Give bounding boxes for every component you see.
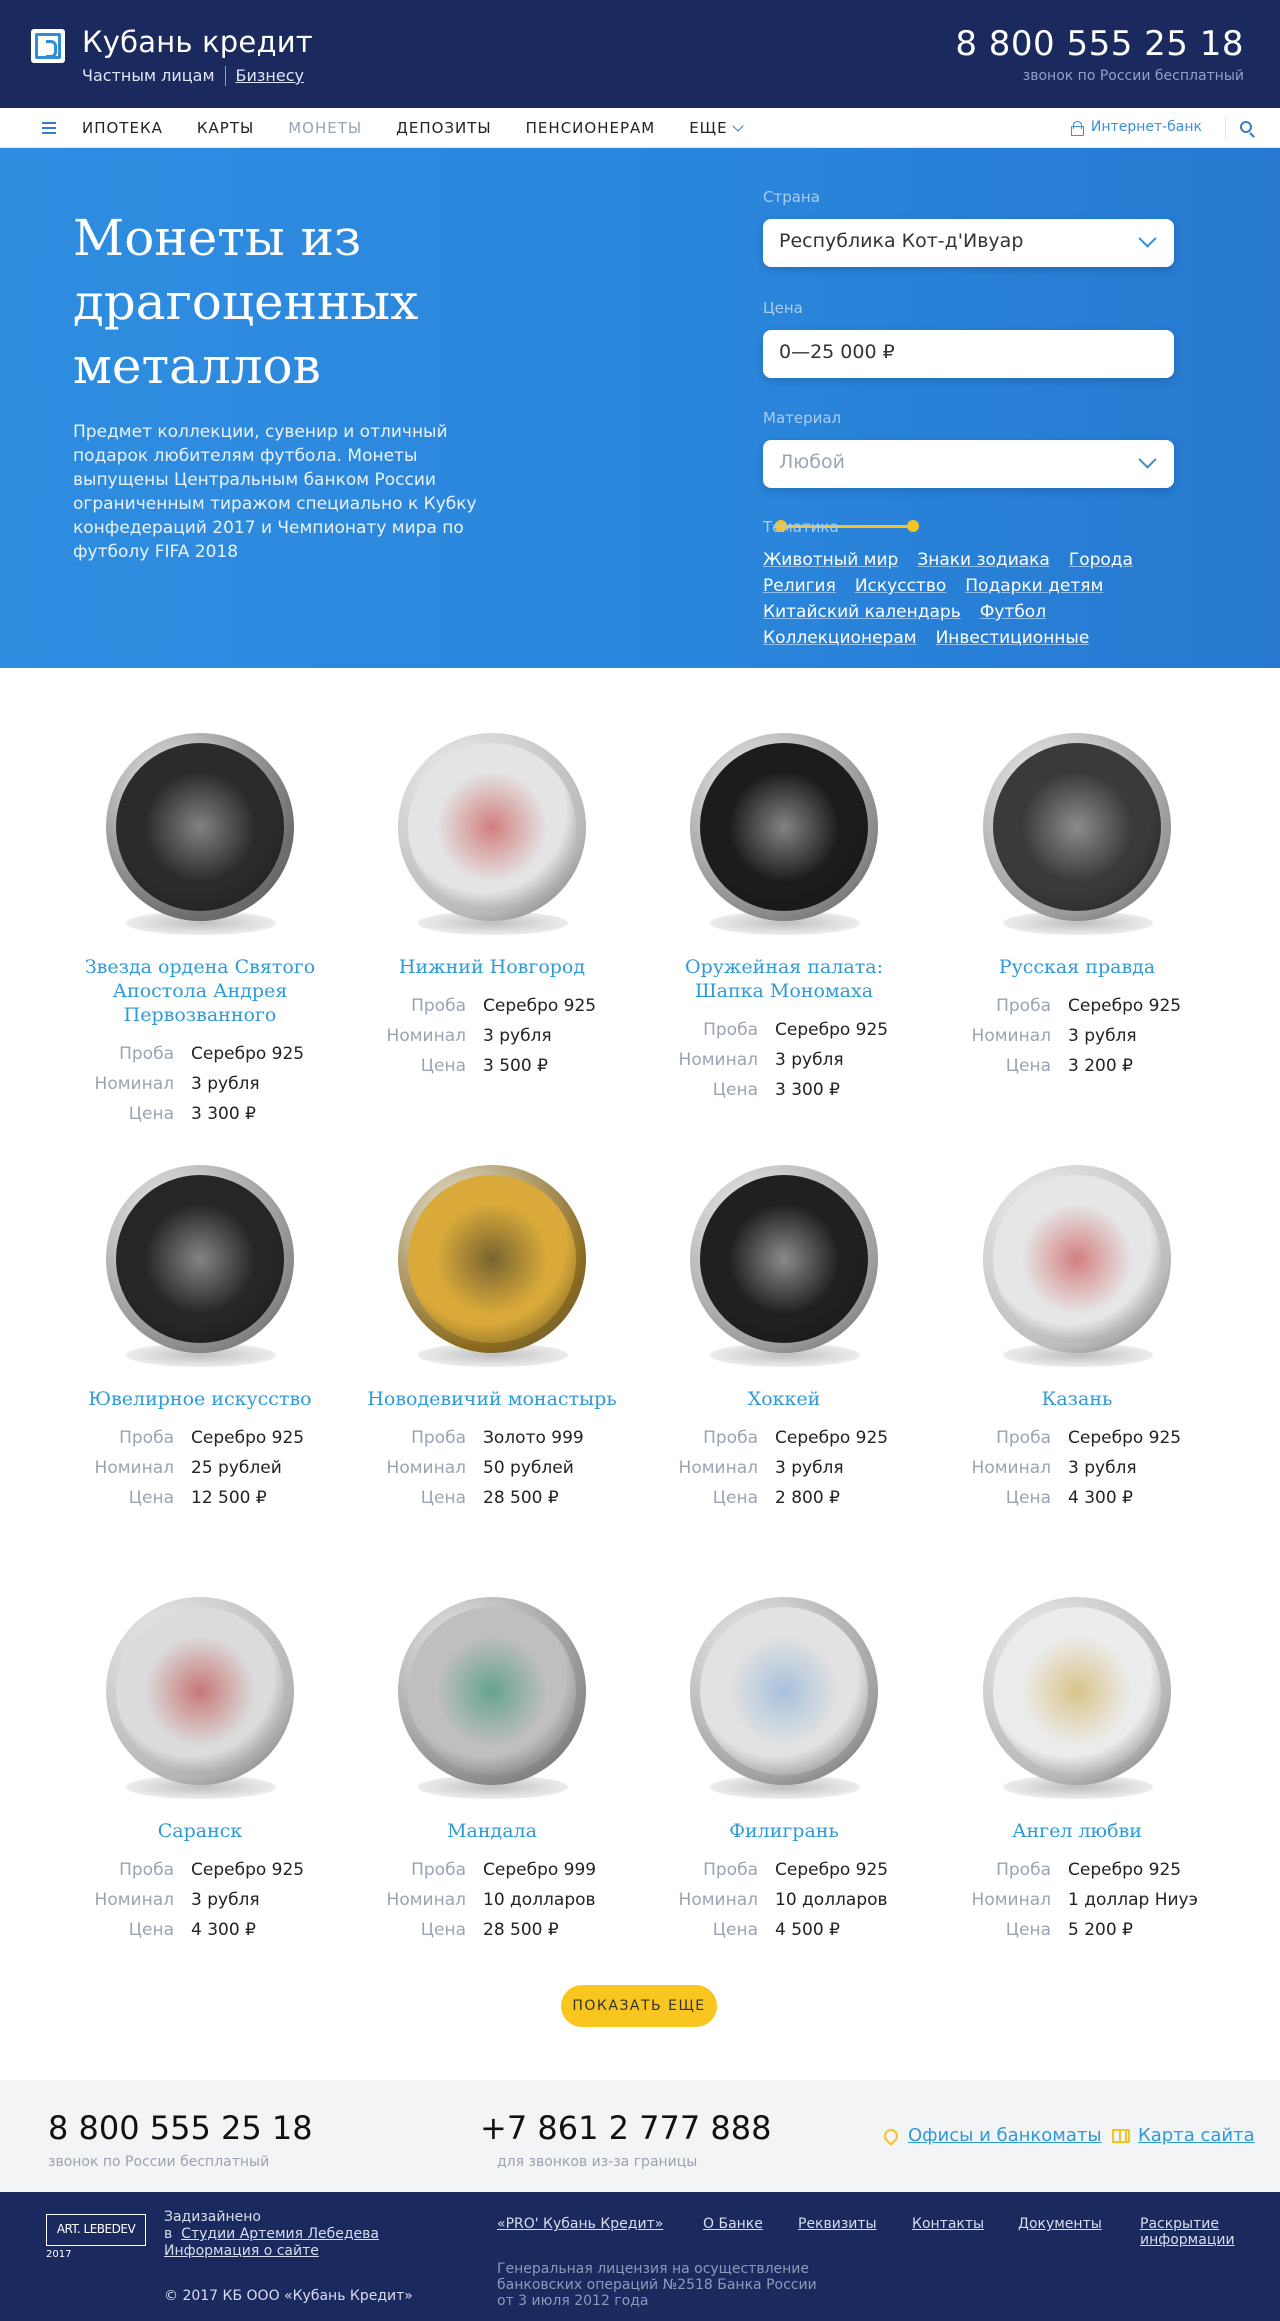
- spec-value-price: 4 500 ₽: [775, 1920, 840, 1940]
- coin-image[interactable]: [102, 1165, 298, 1361]
- search-icon[interactable]: [1240, 121, 1252, 133]
- spec-label: Цена: [1005, 1488, 1051, 1508]
- spec-row-proba: [346, 991, 638, 1021]
- coin-card[interactable]: [54, 733, 346, 1129]
- coin-card[interactable]: [54, 1597, 346, 1945]
- country-value: Республика Кот-д'Ивуар: [779, 230, 1024, 252]
- spec-label: Номинал: [94, 1074, 174, 1094]
- coin-image[interactable]: [686, 733, 882, 929]
- main-nav: [0, 108, 1280, 148]
- chevron-down-icon: [732, 120, 743, 131]
- brand-name[interactable]: Кубань кредит: [82, 25, 313, 59]
- spec-label: Проба: [703, 1428, 758, 1448]
- spec-value-nominal: 3 рубля: [1068, 1026, 1137, 1046]
- coin-card[interactable]: [54, 1165, 346, 1513]
- coin-specs: [54, 1855, 346, 1945]
- spec-label: Проба: [996, 1860, 1051, 1880]
- coin-emblem: [436, 771, 548, 883]
- nav-item-pensioners[interactable]: ПЕНСИОНЕРАМ: [525, 119, 656, 137]
- spec-value-proba: Золото 999: [483, 1428, 584, 1448]
- spec-label: Цена: [128, 1104, 174, 1124]
- spec-row-nominal: [638, 1885, 930, 1915]
- coin-emblem: [1021, 771, 1133, 883]
- coin-image[interactable]: [394, 1165, 590, 1361]
- spec-label: Номинал: [94, 1458, 174, 1478]
- hero-description: Предмет коллекции, сувенир и отличный подарок любителям футбола. Монеты выпущены Центральным банком России ограниченным тиражом специально к Кубку конфедераций 2017 и Чемпионату мира по футболу FIFA 2018: [73, 422, 477, 562]
- designed-by: [164, 2209, 379, 2260]
- contact-phone-abroad-note: для звонков из-за границы: [497, 2154, 698, 2170]
- spec-row-proba: [931, 1423, 1223, 1453]
- spec-row-price: [931, 1051, 1223, 1081]
- spec-label: Проба: [996, 1428, 1051, 1448]
- coin-emblem: [728, 1203, 840, 1315]
- coin-specs: [931, 1855, 1223, 1945]
- footer-link-requisites[interactable]: Реквизиты: [798, 2216, 877, 2232]
- bank-logo-icon[interactable]: [31, 29, 65, 63]
- spec-row-nominal: [931, 1021, 1223, 1051]
- nav-item-more-label: ЕЩЕ: [689, 119, 728, 137]
- contact-phone-russia-note: звонок по России бесплатный: [48, 2154, 270, 2170]
- coin-specs: [638, 1855, 930, 1945]
- spec-value-proba: Серебро 925: [191, 1860, 305, 1880]
- coin-specs: [54, 1039, 346, 1129]
- theme-tag[interactable]: Животный мир: [763, 550, 899, 570]
- spec-row-nominal: [638, 1453, 930, 1483]
- spec-value-price: 28 500 ₽: [483, 1920, 559, 1940]
- spec-value-price: 4 300 ₽: [191, 1920, 256, 1940]
- theme-tag[interactable]: Знаки зодиака: [917, 550, 1050, 570]
- coin-title[interactable]: Ювелирное искусство: [88, 1388, 312, 1410]
- spec-row-nominal: [346, 1021, 638, 1051]
- spec-row-nominal: [638, 1045, 930, 1075]
- spec-value-price: 3 500 ₽: [483, 1056, 548, 1076]
- sitemap-link[interactable]: [1112, 2125, 1255, 2146]
- spec-value-price: 3 300 ₽: [191, 1104, 256, 1124]
- spec-value-nominal: 3 рубля: [483, 1026, 552, 1046]
- spec-row-price: [931, 1483, 1223, 1513]
- price-range-input[interactable]: [763, 330, 1174, 378]
- coin-image[interactable]: [394, 733, 590, 929]
- spec-label: Номинал: [971, 1890, 1051, 1910]
- spec-row-price: [638, 1075, 930, 1105]
- nav-item-deposits[interactable]: ДЕПОЗИТЫ: [396, 119, 492, 137]
- spec-row-price: [638, 1915, 930, 1945]
- nav-item-mortgage[interactable]: ИПОТЕКА: [82, 119, 163, 137]
- art-lebedev-logo[interactable]: ART. LEBEDEV: [46, 2214, 146, 2246]
- spec-label: Цена: [712, 1488, 758, 1508]
- spec-value-price: 12 500 ₽: [191, 1488, 267, 1508]
- nav-divider: [1225, 116, 1226, 140]
- spec-label: Номинал: [971, 1458, 1051, 1478]
- spec-value-nominal: 50 рублей: [483, 1458, 574, 1478]
- spec-row-price: [346, 1483, 638, 1513]
- coin-card[interactable]: [931, 1597, 1223, 1945]
- coin-image[interactable]: [394, 1597, 590, 1793]
- spec-label: Номинал: [386, 1458, 466, 1478]
- art-lebedev-year: 2017: [46, 2249, 72, 2260]
- spec-value-proba: Серебро 925: [191, 1044, 305, 1064]
- coin-emblem: [728, 1635, 840, 1747]
- coin-card[interactable]: [346, 1597, 638, 1945]
- spec-value-nominal: 10 долларов: [775, 1890, 888, 1910]
- spec-value-nominal: 3 рубля: [191, 1074, 260, 1094]
- coin-emblem: [1021, 1635, 1133, 1747]
- spec-value-nominal: 3 рубля: [191, 1890, 260, 1910]
- footer-link-pro[interactable]: «PRO' Кубань Кредит»: [497, 2216, 664, 2232]
- map-pin-icon: [881, 2126, 901, 2146]
- coin-title[interactable]: Саранск: [157, 1820, 243, 1842]
- coin-title[interactable]: Мандала: [447, 1820, 537, 1842]
- spec-label: Номинал: [678, 1890, 758, 1910]
- coin-emblem: [436, 1203, 548, 1315]
- offices-link[interactable]: [884, 2125, 1102, 2146]
- price-slider-max-handle[interactable]: [907, 520, 919, 532]
- spec-value-price: 2 800 ₽: [775, 1488, 840, 1508]
- spec-label: Цена: [128, 1488, 174, 1508]
- spec-label: Цена: [1005, 1056, 1051, 1076]
- coin-title[interactable]: Казань: [1041, 1388, 1113, 1410]
- spec-value-price: 5 200 ₽: [1068, 1920, 1133, 1940]
- copyright: © 2017 КБ ООО «Кубань Кредит»: [164, 2288, 413, 2304]
- coin-title[interactable]: Хоккей: [747, 1388, 821, 1410]
- theme-tag[interactable]: Города: [1068, 550, 1133, 570]
- coin-card[interactable]: [931, 1165, 1223, 1513]
- spec-row-price: [54, 1483, 346, 1513]
- footer-link-disclosure[interactable]: Раскрытие информации: [1140, 2216, 1235, 2248]
- spec-value-price: 3 300 ₽: [775, 1080, 840, 1100]
- coin-specs: [346, 1423, 638, 1513]
- spec-label: Проба: [119, 1044, 174, 1064]
- spec-label: Проба: [703, 1020, 758, 1040]
- chevron-down-icon: [1138, 450, 1156, 468]
- coin-catalog: [0, 668, 1280, 2080]
- spec-label: Цена: [1005, 1920, 1051, 1940]
- spec-label: Проба: [411, 1428, 466, 1448]
- designed-label: Задизайнено: [164, 2209, 261, 2225]
- spec-row-price: [346, 1051, 638, 1081]
- theme-tag[interactable]: Китайский календарь: [763, 602, 961, 622]
- spec-label: Цена: [712, 1080, 758, 1100]
- spec-row-price: [54, 1915, 346, 1945]
- coin-specs: [931, 991, 1223, 1081]
- spec-label: Номинал: [386, 1890, 466, 1910]
- studio-link[interactable]: Студии Артемия Лебедева: [181, 2226, 379, 2242]
- theme-tag[interactable]: Религия: [763, 576, 836, 596]
- coin-title[interactable]: Русская правда: [998, 956, 1156, 978]
- spec-row-proba: [346, 1423, 638, 1453]
- spec-label: Проба: [411, 1860, 466, 1880]
- spec-label: Цена: [420, 1920, 466, 1940]
- footer-link-documents[interactable]: Документы: [1018, 2216, 1102, 2232]
- spec-value-price: 28 500 ₽: [483, 1488, 559, 1508]
- segment-divider: [225, 66, 226, 86]
- spec-label: Номинал: [386, 1026, 466, 1046]
- coin-emblem: [144, 771, 256, 883]
- spec-value-price: 4 300 ₽: [1068, 1488, 1133, 1508]
- spec-label: Цена: [712, 1920, 758, 1940]
- coin-card[interactable]: [931, 733, 1223, 1081]
- spec-row-nominal: [931, 1885, 1223, 1915]
- offices-label: Офисы и банкоматы: [908, 2125, 1102, 2146]
- show-more-button[interactable]: ПОКАЗАТЬ ЕЩЕ: [561, 1985, 717, 2027]
- spec-row-nominal: [54, 1453, 346, 1483]
- site-header: [0, 0, 1280, 108]
- spec-value-proba: Серебро 925: [775, 1428, 889, 1448]
- spec-label: Проба: [996, 996, 1051, 1016]
- coin-card[interactable]: [638, 1597, 930, 1945]
- material-select[interactable]: [763, 440, 1174, 488]
- spec-row-nominal: [54, 1069, 346, 1099]
- segment-business[interactable]: Бизнесу: [235, 66, 304, 85]
- designed-in: в: [164, 2226, 173, 2242]
- page-title: Монеты из драгоценных металлов: [73, 209, 419, 395]
- coin-title[interactable]: Ангел любви: [1012, 1820, 1142, 1842]
- nav-item-more[interactable]: [689, 119, 741, 137]
- spec-row-nominal: [346, 1453, 638, 1483]
- coin-image[interactable]: [979, 1597, 1175, 1793]
- coin-title[interactable]: Новодевичий монастырь: [367, 1388, 617, 1410]
- spec-value-proba: Серебро 925: [775, 1860, 889, 1880]
- coin-title[interactable]: Нижний Новгород: [398, 956, 586, 978]
- nav-item-cards[interactable]: КАРТЫ: [196, 119, 255, 137]
- spec-row-nominal: [346, 1885, 638, 1915]
- spec-row-proba: [346, 1855, 638, 1885]
- chevron-down-icon: [1138, 229, 1156, 247]
- spec-row-proba: [638, 1855, 930, 1885]
- spec-value-proba: Серебро 925: [1068, 996, 1182, 1016]
- spec-row-proba: [931, 991, 1223, 1021]
- segment-private[interactable]: Частным лицам: [82, 66, 215, 85]
- coin-image[interactable]: [102, 1597, 298, 1793]
- spec-value-proba: Серебро 925: [191, 1428, 305, 1448]
- coin-image[interactable]: [102, 733, 298, 929]
- spec-row-nominal: [931, 1453, 1223, 1483]
- coin-specs: [346, 1855, 638, 1945]
- spec-label: Номинал: [678, 1050, 758, 1070]
- coin-image[interactable]: [979, 733, 1175, 929]
- spec-label: Цена: [420, 1488, 466, 1508]
- footer-link-about[interactable]: О Банке: [703, 2216, 763, 2232]
- spec-label: Цена: [420, 1056, 466, 1076]
- theme-tag[interactable]: Инвестиционные: [935, 628, 1090, 648]
- coin-image[interactable]: [686, 1597, 882, 1793]
- coin-specs: [638, 1015, 930, 1105]
- coin-title[interactable]: Оружейная палата: Шапка Мономаха: [685, 956, 883, 1002]
- spec-label: Номинал: [971, 1026, 1051, 1046]
- nav-item-coins[interactable]: МОНЕТЫ: [288, 119, 363, 137]
- coin-emblem: [436, 1635, 548, 1747]
- spec-value-proba: Серебро 925: [1068, 1860, 1182, 1880]
- theme-label: Тематика: [763, 518, 839, 536]
- coin-title[interactable]: Звезда ордена Святого Апостола Андрея Первозванного: [84, 956, 316, 1026]
- spec-value-proba: Серебро 925: [775, 1020, 889, 1040]
- site-info-link[interactable]: Информация о сайте: [164, 2243, 319, 2259]
- internet-bank-link[interactable]: [1071, 119, 1202, 135]
- spec-value-nominal: 10 долларов: [483, 1890, 596, 1910]
- spec-row-proba: [54, 1423, 346, 1453]
- map-icon: [1112, 2129, 1130, 2143]
- coin-image[interactable]: [686, 1165, 882, 1361]
- coin-specs: [638, 1423, 930, 1513]
- contacts-strip: [0, 2080, 1280, 2192]
- spec-value-nominal: 3 рубля: [775, 1458, 844, 1478]
- contact-phone-abroad[interactable]: +7 861 2 777 888: [480, 2109, 772, 2147]
- coin-emblem: [1021, 1203, 1133, 1315]
- internet-bank-label: Интернет-банк: [1090, 119, 1202, 135]
- coin-card[interactable]: [346, 1165, 638, 1513]
- spec-row-proba: [54, 1039, 346, 1069]
- spec-value-proba: Серебро 999: [483, 1860, 597, 1880]
- coin-specs: [54, 1423, 346, 1513]
- menu-icon[interactable]: [42, 122, 56, 134]
- spec-row-price: [54, 1099, 346, 1129]
- material-value: Любой: [779, 451, 845, 473]
- spec-row-proba: [931, 1855, 1223, 1885]
- spec-value-nominal: 25 рублей: [191, 1458, 282, 1478]
- spec-value-proba: Серебро 925: [1068, 1428, 1182, 1448]
- site-footer: [0, 2192, 1280, 2321]
- spec-label: Проба: [119, 1428, 174, 1448]
- spec-value-nominal: 1 доллар Ниуэ: [1068, 1890, 1198, 1910]
- coin-card[interactable]: [638, 733, 930, 1105]
- spec-label: Проба: [119, 1860, 174, 1880]
- spec-label: Проба: [703, 1860, 758, 1880]
- spec-value-nominal: 3 рубля: [1068, 1458, 1137, 1478]
- price-value: 0—25 000 ₽: [779, 341, 895, 363]
- header-phone-note: звонок по России бесплатный: [1022, 68, 1244, 84]
- spec-row-proba: [638, 1423, 930, 1453]
- spec-row-price: [346, 1915, 638, 1945]
- license-text: Генеральная лицензия на осуществление банковских операций №2518 Банка России от 3 июля 2012 года: [497, 2261, 817, 2309]
- spec-row-price: [931, 1915, 1223, 1945]
- spec-row-proba: [638, 1015, 930, 1045]
- spec-row-proba: [54, 1855, 346, 1885]
- spec-value-price: 3 200 ₽: [1068, 1056, 1133, 1076]
- theme-tag[interactable]: Коллекционерам: [763, 628, 917, 648]
- country-select[interactable]: [763, 219, 1174, 267]
- coin-emblem: [728, 771, 840, 883]
- coin-emblem: [144, 1203, 256, 1315]
- header-phone[interactable]: 8 800 555 25 18: [955, 24, 1244, 64]
- price-label: Цена: [763, 299, 803, 317]
- sitemap-label: Карта сайта: [1138, 2125, 1255, 2146]
- spec-label: Цена: [128, 1920, 174, 1940]
- coin-specs: [931, 1423, 1223, 1513]
- spec-label: Проба: [411, 996, 466, 1016]
- coin-specs: [346, 991, 638, 1081]
- segment-switcher: [82, 66, 304, 86]
- theme-tags: [763, 550, 1233, 654]
- spec-row-nominal: [54, 1885, 346, 1915]
- coin-emblem: [144, 1635, 256, 1747]
- coin-card[interactable]: [346, 733, 638, 1081]
- lock-icon: [1071, 121, 1082, 134]
- material-label: Материал: [763, 409, 842, 427]
- coin-image[interactable]: [979, 1165, 1175, 1361]
- spec-value-nominal: 3 рубля: [775, 1050, 844, 1070]
- footer-link-contacts[interactable]: Контакты: [912, 2216, 985, 2232]
- spec-label: Номинал: [94, 1890, 174, 1910]
- contact-phone-russia[interactable]: 8 800 555 25 18: [48, 2109, 313, 2147]
- coin-card[interactable]: [638, 1165, 930, 1513]
- hero-section: [0, 148, 1280, 668]
- spec-label: Номинал: [678, 1458, 758, 1478]
- theme-tag[interactable]: Подарки детям: [965, 576, 1104, 596]
- theme-tag[interactable]: Искусство: [854, 576, 947, 596]
- coin-title[interactable]: Филигрань: [729, 1820, 839, 1842]
- spec-value-proba: Серебро 925: [483, 996, 597, 1016]
- theme-tag[interactable]: Футбол: [979, 602, 1047, 622]
- country-label: Страна: [763, 188, 820, 206]
- spec-row-price: [638, 1483, 930, 1513]
